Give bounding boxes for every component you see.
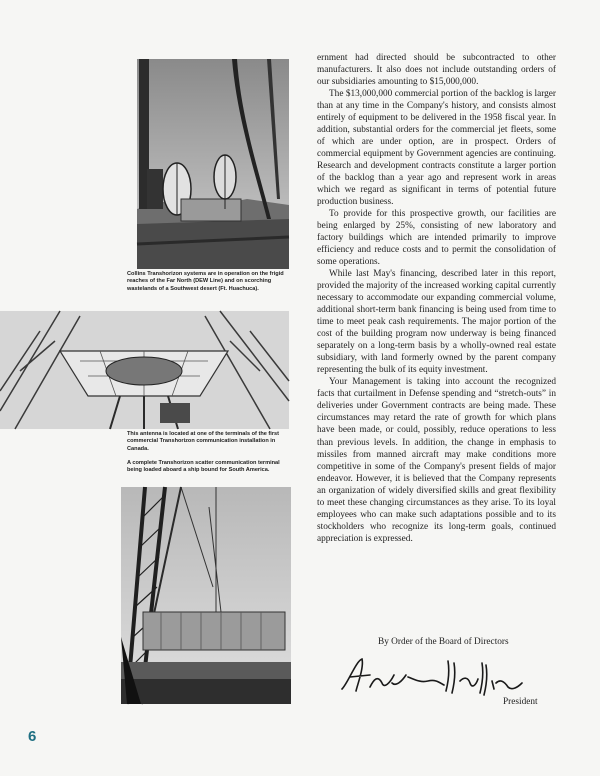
body-paragraph: ernment had directed should be subcontracted to other manufacturers. It also does not include outstanding orders of our subsidiaries amounting to $15,000,000.: [317, 53, 556, 88]
signer-title: President: [503, 697, 538, 707]
transhorizon-antenna-photo: [0, 311, 289, 429]
photo-caption-canada-antenna: This antenna is located at one of the terminals of the first commercial Transhorizon communication installation in Canada.: [127, 431, 279, 452]
body-paragraph: Your Management is taking into account the recognized facts that curtailment in Defense spending and “stretch-outs” in deliveries under Government contracts are being made. These circumstances may retard the rate of growth for which plans have been made, or could, possibly, reduce operations to less than previous levels. In addition, the change in emphasis to missiles from manned aircraft may make conditions more competitive in some of the Company's present fields of major endeavor. However, it is believed that the Company represents an organization of widely diversified skills and great flexibility to meet these changing circumstances as they arise. To its loyal employees who can make such adaptations possible and to its stockholders who recognize its long-term goals, continued appreciation is expressed.: [317, 377, 556, 544]
ship-loading-photo: [121, 487, 291, 704]
body-text: [317, 52, 556, 545]
body-paragraph: The $13,000,000 commercial portion of the backlog is larger than at any time in the Company's history, and consists almost entirely of equipment to be delivered in the 1958 fiscal year. In addition, substantial orders for the commercial jet fleets, some of which are under option, are in prospect. Orders of commercial equipment by Government agencies are continuing. Research and development contracts constitute a larger portion of the backlog than a year ago and represent work in areas which we regard as significant in terms of potential future production business.: [317, 89, 556, 208]
dew-line-antenna-photo: [137, 59, 289, 269]
body-paragraph: While last May's financing, described later in this report, provided the majority of the increased working capital currently necessary to accommodate our expanding commercial volume, additional short-term bank financing is being used from time to time to meet peak cash requirements. The major portion of the cost of the building program now underway is being financed separately on a long-term basis by a wholly-owned real estate subsidiary, with land formerly owned by the parent company representing the bulk of its equity investment.: [317, 269, 556, 376]
president-signature: [336, 653, 546, 699]
photo-caption-dew-line: Collins Transhorizon systems are in operation on the frigid reaches of the Far North (DEW Line) and on scorching wastelands of a Southwest desert (Ft. Huachuca).: [127, 271, 284, 292]
signature-text: Arthur A. Collins: [541, 697, 548, 698]
page-number: 6: [28, 728, 37, 745]
closing-line: By Order of the Board of Directors: [378, 637, 509, 647]
body-paragraph: To provide for this prospective growth, our facilities are being enlarged by 25%, consisting of new laboratory and factory buildings which are intended primarily to improve efficiency and reduce costs and to permit the consolidation of some operations.: [317, 209, 556, 268]
photo-caption-ship-loading: A complete Transhorizon scatter communication terminal being loaded aboard a ship bound for South America.: [127, 460, 280, 474]
